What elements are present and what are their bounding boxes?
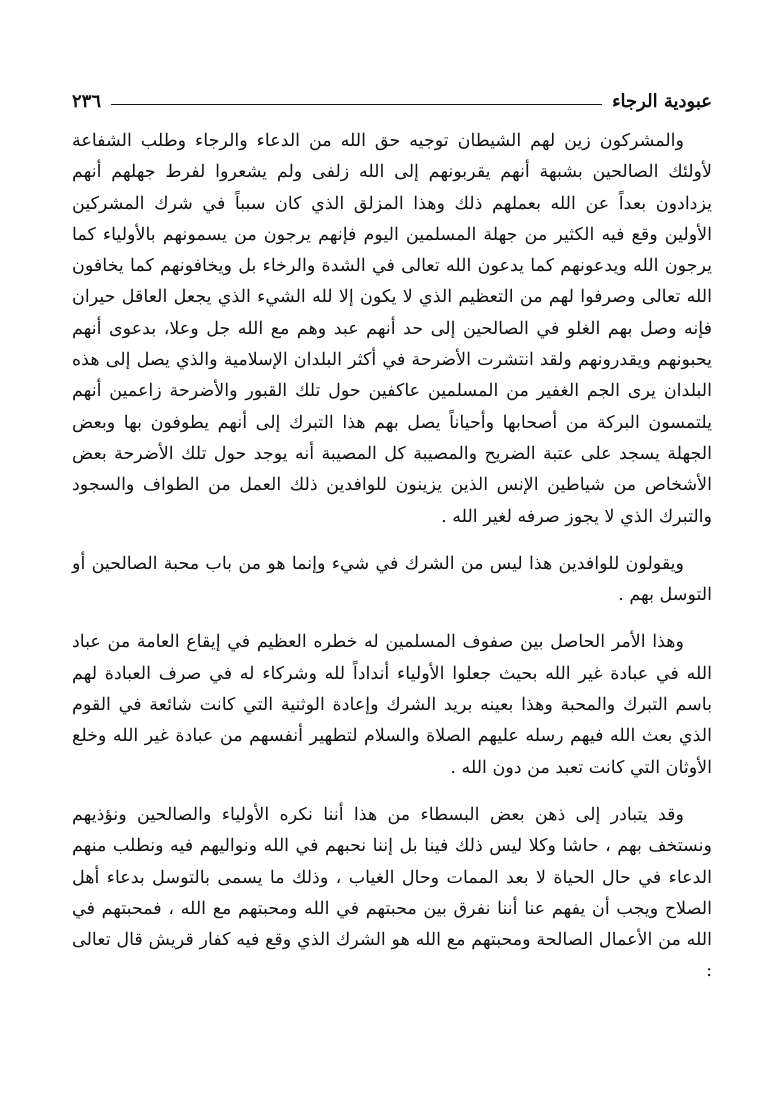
header-rule	[111, 104, 602, 105]
paragraph: وقد يتبادر إلى ذهن بعض البسطاء من هذا أننا نكره الأولياء والصالحين ونؤذيهم ونستخف بهم ، حاشا وكلا ليس ذلك فينا بل إننا نحبهم في الله ونواليهم فيه ونطلب منهم الدعاء في حال الحياة لا بعد الممات وحال الغياب ، وذلك ما يسمى بالتوسل بدعاء أهل الصلاح ويجب أن يفهم عنا أننا نفرق بين محبتهم في الله ومحبتهم مع الله ، فمحبتهم في الله من الأعمال الصالحة ومحبتهم مع الله هو الشرك الذي وقع فيه كفار قريش قال تعالى :	[72, 804, 712, 982]
book-page	[72, 78, 712, 1088]
paragraph: والمشركون زين لهم الشيطان توجيه حق الله من الدعاء والرجاء وطلب الشفاعة لأولئك الصالحين بشبهة أنهم يقربونهم إلى الله زلفى ولم يشعروا لفرط جهلهم أنهم يزدادون بعداً عن الله بعملهم ذلك وهذا المزلق الذي كان سبباً في شرك المشركين الأولين وقع فيه الكثير من جهلة المسلمين اليوم فإنهم يرجون من يسمونهم بالأولياء كما يرجون الله ويدعونهم كما يدعون الله تعالى في الشدة والرخاء بل ويخافونهم كما يخافون الله تعالى وصرفوا لهم من التعظيم الذي لا يكون إلا لله الشيء الذي يجعل العاقل حيران فإنه وصل بهم الغلو في الصالحين إلى حد أنهم عبد وهم مع الله جل وعلا، بدعوى أنهم يحبونهم ويقدرونهم ولقد انتشرت الأضرحة في أكثر البلدان الإسلامية والذي يصل إلى هذه البلدان يرى الجم الغفير من المسلمين عاكفين حول تلك القبور والأضرحة زاعمين أنهم يلتمسون البركة من أصحابها وأحياناً يصل بهم هذا التبرك إلى أنهم يطوفون بها وبعض الجهلة يسجد على عتبة الضريح والمصيبة كل المصيبة أنه يوجد حول تلك الأضرحة بعض الأشخاص من شياطين الإنس الذين يزينون للوافدين ذلك العمل من الطواف والسجود والتبرك الذي لا يجوز صرفه لغير الله .	[72, 131, 712, 527]
paragraph: وهذا الأمر الحاصل بين صفوف المسلمين له خطره العظيم في إيقاع العامة من عباد الله في عبادة غير الله بحيث جعلوا الأولياء أنداداً لله وشركاء له في صرف العبادة لهم باسم التبرك والمحبة وهذا بعينه بريد الشرك وإعادة الوثنية التي كانت شائعة في القوم الذي بعث الله فيهم رسله عليهم الصلاة والسلام لتطهير أنفسهم من عبادة غير الله وخلع الأوثان التي كانت تعبد من دون الله .	[72, 632, 712, 778]
running-title: عبودية الرجاء	[612, 91, 712, 112]
page-number: ٢٣٦	[72, 91, 102, 112]
page-header	[72, 78, 712, 112]
paragraph: ويقولون للوافدين هذا ليس من الشرك في شيء وإنما هو من باب محبة الصالحين أو التوسل بهم .	[72, 553, 712, 606]
body-text	[72, 126, 712, 988]
